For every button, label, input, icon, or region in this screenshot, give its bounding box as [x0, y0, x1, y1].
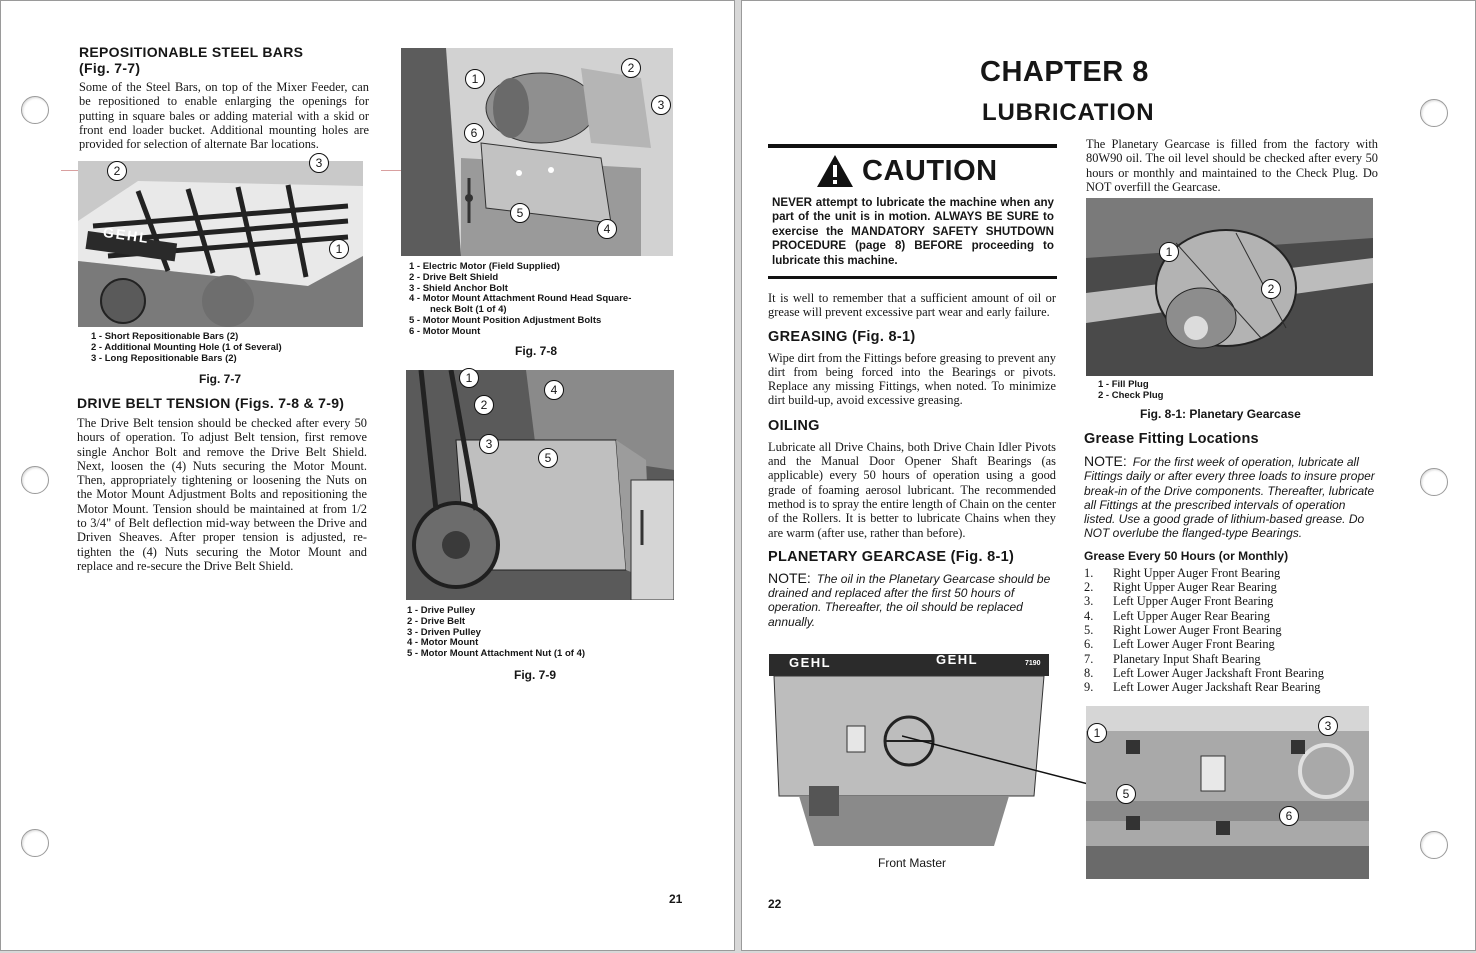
legend-item: 3 - Long Repositionable Bars (2) — [91, 352, 237, 364]
grease-list-item — [1084, 666, 1378, 680]
planetary-note — [768, 571, 1056, 629]
figure-caption: Fig. 7-9 — [514, 668, 557, 682]
gehl-logo: GEHL — [936, 652, 979, 667]
callout-3: 3 — [1318, 716, 1338, 736]
chapter-title: CHAPTER 8 — [980, 56, 1149, 88]
grease-list-item — [1084, 680, 1378, 694]
legend-item: 5 - Motor Mount Position Adjustment Bolts — [409, 314, 602, 326]
legend-item: 4 - Motor Mount Attachment Round Head Square- — [409, 293, 632, 305]
binder-hole — [21, 829, 49, 857]
planetary-fill-text-block — [1086, 137, 1378, 194]
figure-7-8-photo — [401, 48, 673, 256]
callout-2: 2 — [621, 58, 641, 78]
note-label: NOTE: — [1084, 453, 1127, 469]
grease-item-number: 6. — [1084, 637, 1094, 652]
caution-box — [768, 144, 1057, 279]
greasing-heading: GREASING (Fig. 8-1) — [768, 328, 916, 345]
legend-item: neck Bolt (1 of 4) — [430, 304, 507, 316]
grease-locations-heading: Grease Fitting Locations — [1084, 431, 1259, 447]
grease-list-item — [1084, 623, 1378, 637]
callout-5: 5 — [510, 203, 530, 223]
note-text: The oil in the Planetary Gearcase should be drained and replaced after the first 50 hours of operation. Thereafter, the oil should be replaced annually. — [768, 571, 1051, 629]
planetary-heading: PLANETARY GEARCASE (Fig. 8-1) — [768, 548, 1015, 565]
legend-item: 5 - Motor Mount Attachment Nut (1 of 4) — [407, 648, 586, 660]
section-steel-bars — [79, 44, 369, 151]
grease-list-item — [1084, 580, 1378, 594]
grease-item-number: 9. — [1084, 680, 1094, 695]
section-body: Some of the Steel Bars, on top of the Mixer Feeder, can be repositioned to enable enlarging the openings for putting in square bales or adding material with a skid or front end loader bucket. Additional mounting holes are provided for selection of alternate Bar locations. — [79, 80, 369, 152]
note-label: NOTE: — [768, 569, 811, 586]
binder-hole — [21, 96, 49, 124]
grease-note — [1084, 454, 1378, 541]
callout-2: 2 — [107, 161, 127, 181]
callout-2: 2 — [474, 395, 494, 415]
binder-hole — [1420, 831, 1448, 859]
callout-3: 3 — [309, 153, 329, 173]
legend-item: 2 - Additional Mounting Hole (1 of Several) — [91, 341, 282, 353]
page-number: 22 — [768, 897, 782, 911]
legend-item: 2 - Drive Belt Shield — [409, 271, 499, 283]
right-page — [741, 0, 1476, 951]
callout-4: 4 — [597, 219, 617, 239]
legend-item: 3 - Shield Anchor Bolt — [409, 282, 508, 294]
callout-1: 1 — [329, 239, 349, 259]
grease-list-item — [1084, 594, 1378, 608]
grease-list-item — [1084, 652, 1378, 666]
figure-caption: Fig. 8-1: Planetary Gearcase — [1140, 407, 1301, 421]
grease-locations — [1084, 431, 1378, 694]
section-heading: REPOSITIONABLE STEEL BARS — [79, 44, 304, 60]
oiling-body: Lubricate all Drive Chains, both Drive Chain Idler Pivots and the Manual Door Opener Shaft Bearings (as applicable) every 50 hours of operation using a good grade of foaming aerosol lubricant. The recommended method is to spray the entire length of Chain on the center of the Rollers. It is better to lubricate Chains when they are warm (after use, rather than before). — [768, 439, 1057, 540]
figure-7-7-legend — [91, 332, 282, 364]
figure-caption: Fig. 7-7 — [199, 372, 242, 386]
callout-5: 5 — [538, 448, 558, 468]
note-text: For the first week of operation, lubricate all Fittings daily or after every three loads to insure proper break-in of the Drive components. Thereafter, lubricate all Fittings at the prescribed intervals of operation listed. Use a good grade of lithium-based grease. Do NOT overlube the flanged-type Bearings. — [1084, 455, 1375, 541]
section-heading-ref: (Fig. 7-7) — [79, 60, 141, 76]
grease-item-number: 8. — [1084, 665, 1094, 680]
legend-item: 1 - Fill Plug — [1098, 379, 1149, 390]
greasing-body: Wipe dirt from the Fittings before greasing to prevent any dirt from being forced into the Bearings or pivots. Replace any missing Fittings, when noted. To minimize dirt build-up, avoid excessive greasing. — [768, 350, 1056, 408]
grease-list-item — [1084, 637, 1378, 651]
legend-item: 3 - Driven Pulley — [407, 626, 481, 638]
figure-8-1-photo — [1086, 198, 1373, 376]
grease-points-list — [1084, 566, 1378, 695]
legend-item: 1 - Electric Motor (Field Supplied) — [409, 261, 560, 272]
grease-item-text: Left Upper Auger Rear Bearing — [1113, 608, 1270, 623]
figure-7-9-legend — [407, 606, 585, 660]
grease-item-text: Left Lower Auger Jackshaft Front Bearing — [1113, 665, 1324, 680]
binder-hole — [21, 466, 49, 494]
callout-3: 3 — [651, 95, 671, 115]
gehl-logo: GEHL — [102, 223, 151, 247]
caution-text: NEVER attempt to lubricate the machine when any part of the unit is in motion. ALWAYS BE SURE to exercise the MANDATORY SAFETY SHUTDOWN PROCEDURE (page 8) BEFORE proceeding to lubricate this machine. — [772, 196, 1054, 267]
planetary-fill-text: The Planetary Gearcase is filled from the factory with 80W90 oil. The oil level should be checked after every 50 hours or monthly and maintained to the Check Plug. Do NOT overfill the Gearcase. — [1086, 137, 1378, 194]
legend-item: 4 - Motor Mount — [407, 637, 479, 649]
grease-item-number: 2. — [1084, 580, 1094, 595]
grease-item-text: Left Upper Auger Front Bearing — [1113, 594, 1274, 609]
grease-subheading: Grease Every 50 Hours (or Monthly) — [1084, 548, 1289, 563]
callout-1: 1 — [459, 368, 479, 388]
figure-7-8-legend — [409, 262, 631, 338]
caution-title: CAUTION — [862, 154, 998, 187]
figure-7-7-photo — [78, 161, 363, 327]
callout-3: 3 — [479, 434, 499, 454]
grease-item-text: Left Lower Auger Jackshaft Rear Bearing — [1113, 680, 1321, 695]
intro-text: It is well to remember that a sufficient amount of oil or grease will prevent excessive part wear and early failure. — [768, 291, 1056, 320]
legend-item: 1 - Short Repositionable Bars (2) — [91, 331, 239, 342]
left-column — [768, 291, 1056, 629]
grease-item-number: 7. — [1084, 651, 1094, 666]
callout-1: 1 — [1087, 723, 1107, 743]
grease-item-number: 3. — [1084, 594, 1094, 609]
callout-1: 1 — [1159, 242, 1179, 262]
grease-item-text: Right Upper Auger Front Bearing — [1113, 565, 1281, 580]
callout-6: 6 — [1279, 806, 1299, 826]
grease-item-text: Planetary Input Shaft Bearing — [1113, 651, 1261, 666]
callout-4: 4 — [544, 380, 564, 400]
grease-item-text: Right Lower Auger Front Bearing — [1113, 622, 1282, 637]
callout-1: 1 — [465, 69, 485, 89]
front-master-caption: Front Master — [878, 856, 947, 870]
chapter-subtitle: LUBRICATION — [982, 99, 1155, 126]
oiling-heading: OILING — [768, 417, 820, 434]
grease-item-number: 4. — [1084, 608, 1094, 623]
callout-5: 5 — [1116, 784, 1136, 804]
section-drive-belt — [77, 395, 367, 573]
figure-caption: Fig. 7-8 — [515, 344, 558, 358]
figure-8-1-legend — [1098, 380, 1163, 402]
warning-triangle-icon — [816, 154, 854, 188]
grease-item-number: 1. — [1084, 565, 1094, 580]
left-page — [0, 0, 735, 951]
figure-7-9-photo — [406, 370, 674, 600]
model-number: 7190 — [1025, 660, 1041, 667]
caution-header — [816, 154, 1057, 188]
binder-hole — [1420, 99, 1448, 127]
page-number: 21 — [669, 892, 683, 906]
grease-list-item — [1084, 609, 1378, 623]
legend-item: 2 - Check Plug — [1098, 389, 1164, 401]
grease-item-number: 5. — [1084, 622, 1094, 637]
section-heading: DRIVE BELT TENSION (Figs. 7-8 & 7-9) — [77, 395, 345, 411]
legend-item: 6 - Motor Mount — [409, 325, 481, 337]
grease-item-text: Right Upper Auger Rear Bearing — [1113, 580, 1277, 595]
callout-6: 6 — [464, 123, 484, 143]
section-body: The Drive Belt tension should be checked after every 50 hours of operation. To adjust Belt tension, first remove single Anchor Bolt and remove the Drive Belt Shield. Next, loosen the (4) Nuts securing the Motor Mount. Then, appropriately tightening or loosening the Nuts on the Motor Mount Adjustment Bolts and repositioning the Motor Mount. Tension should be maintained at from 1/2 to 3/4" of Belt deflection mid-way between the Drive and Driven Sheaves. After proper tension is adjusted, re-tighten the (4) Nuts securing the Motor Mount and replace and re-secure the Drive Belt Shield. — [77, 416, 367, 573]
legend-item: 1 - Drive Pulley — [407, 605, 476, 616]
gehl-logo: GEHL — [789, 655, 832, 670]
callout-2: 2 — [1261, 279, 1281, 299]
legend-item: 2 - Drive Belt — [407, 615, 466, 627]
grease-list-item — [1084, 566, 1378, 580]
grease-item-text: Left Lower Auger Front Bearing — [1113, 637, 1275, 652]
binder-hole — [1420, 468, 1448, 496]
